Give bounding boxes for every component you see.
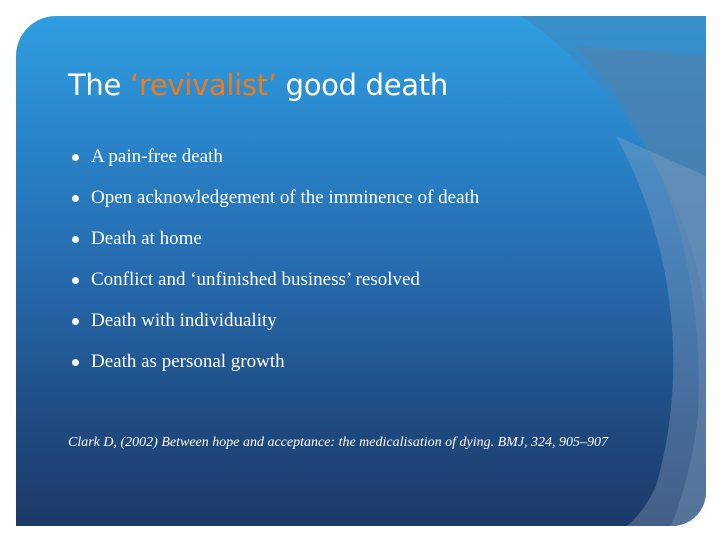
bullet-text: A pain-free death: [91, 146, 223, 167]
bullet-dot-icon: [72, 318, 79, 325]
title-prefix: The: [68, 68, 122, 102]
bullet-item: [68, 351, 479, 392]
bullet-dot-icon: [72, 154, 79, 161]
bullet-text: Death as personal growth: [91, 351, 285, 372]
background-arc-lower: [616, 136, 706, 526]
bullet-item: [68, 269, 479, 310]
citation-reference: Clark D, (2002) Between hope and acceptance: the medicalisation of dying. BMJ, 324, 905–907: [68, 435, 609, 450]
bullet-dot-icon: [72, 359, 79, 366]
bullet-item: [68, 187, 479, 228]
bullet-item: [68, 146, 479, 187]
bullet-text: Death at home: [91, 228, 202, 249]
bullet-dot-icon: [72, 277, 79, 284]
bullet-item: [68, 228, 479, 269]
bullet-dot-icon: [72, 195, 79, 202]
slide-title: [68, 68, 448, 102]
title-accent-word: ‘revivalist’: [129, 68, 277, 102]
bullet-text: Death with individuality: [91, 310, 277, 331]
bullet-text: Conflict and ‘unfinished business’ resolved: [91, 269, 420, 290]
title-suffix: good death: [285, 68, 448, 102]
slide-background: [16, 16, 706, 526]
bullet-item: [68, 310, 479, 351]
bullet-list: [68, 146, 479, 392]
bullet-text: Open acknowledgement of the imminence of death: [91, 187, 480, 208]
bullet-dot-icon: [72, 236, 79, 243]
